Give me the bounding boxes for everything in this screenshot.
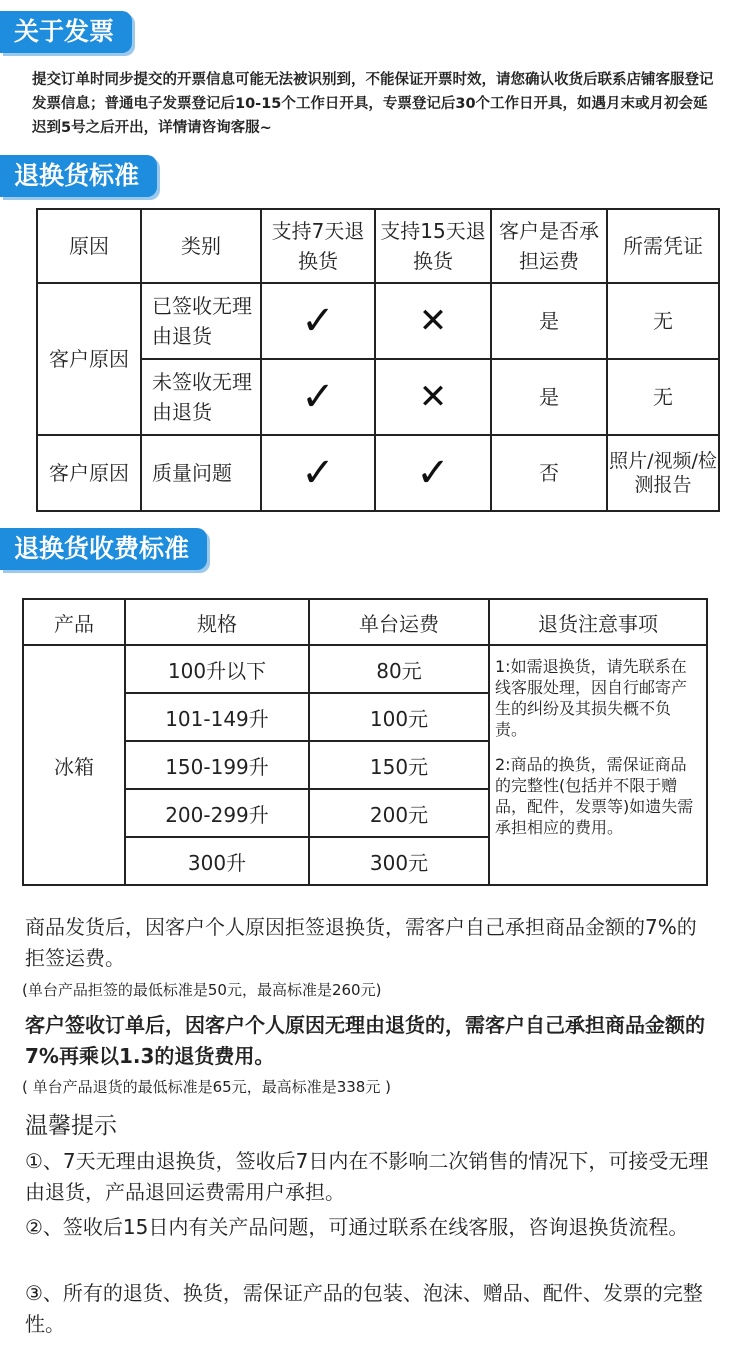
header-category: 类别 (141, 209, 261, 283)
spec-cell: 100升以下 (125, 645, 309, 693)
category-cell: 已签收无理由退货 (141, 283, 261, 359)
note-item: 1:如需退换货，请先联系在线客服处理，因自行邮寄产生的纠纷及其损失概不负责。 (495, 657, 688, 739)
check-icon: ✓ (416, 449, 450, 496)
7day-cell (261, 435, 375, 511)
table-row (23, 645, 707, 693)
refuse-fee-note: (单台产品拒签的最低标准是50元，最高标准是260元) (22, 981, 382, 999)
freight-cell: 否 (491, 435, 607, 511)
note-item: 2:商品的换货，需保证商品的完整性(包括并不限于赠品，配件，发票等)如遗失需承担相应的费用。 (495, 755, 694, 837)
fee-cell: 100元 (309, 693, 489, 741)
check-icon: ✓ (301, 449, 335, 496)
header-15day: 支持15天退换货 (375, 209, 491, 283)
product-cell: 冰箱 (23, 645, 125, 885)
return-fee-paragraph: 客户签收订单后，因客户个人原因无理由退货的，需客户自己承担商品金额的7%再乘以1.3的退货费用。 (25, 1013, 705, 1068)
spec-cell: 200-299升 (125, 789, 309, 837)
tips-title: 温馨提示 (25, 1113, 117, 1139)
tip-item-3: ③、所有的退货、换货，需保证产品的包装、泡沫、赠品、配件、发票的完整性。 (25, 1281, 703, 1336)
section-title-invoice: 关于发票 (0, 11, 132, 53)
category-cell: 未签收无理由退货 (141, 359, 261, 435)
table-row (37, 435, 719, 511)
7day-cell (261, 283, 375, 359)
notes-cell (489, 645, 707, 885)
spec-cell: 101-149升 (125, 693, 309, 741)
tip-item-2: ②、签收后15日内有关产品问题，可通过联系在线客服，咨询退换货流程。 (25, 1215, 689, 1239)
header-proof: 所需凭证 (607, 209, 719, 283)
invoice-info-text: 提交订单时同步提交的开票信息可能无法被识别到，不能保证开票时效，请您确认收货后联系店铺客服登记发票信息；普通电子发票登记后10-15个工作日开具，专票登记后30个工作日开具，如遇月末或月初会延迟到5号之后开出，详情请咨询客服~ (32, 72, 714, 136)
cross-icon: ✕ (418, 377, 448, 417)
section-title-fee-standard: 退换货收费标准 (0, 528, 207, 570)
header-product: 产品 (23, 599, 125, 645)
fee-cell: 150元 (309, 741, 489, 789)
cross-icon: ✕ (418, 301, 448, 341)
15day-cell (375, 283, 491, 359)
tip-item-1: ①、7天无理由退换货，签收后7日内在不影响二次销售的情况下，可接受无理由退货，产品退回运费需用户承担。 (25, 1149, 709, 1204)
check-icon: ✓ (301, 373, 335, 420)
table-row (37, 283, 719, 359)
refuse-fee-paragraph: 商品发货后，因客户个人原因拒签退换货，需客户自己承担商品金额的7%的拒签运费。 (25, 915, 697, 970)
return-standard-table (36, 208, 720, 512)
proof-cell: 无 (607, 283, 719, 359)
reason-cell: 客户原因 (37, 283, 141, 435)
spec-cell: 300升 (125, 837, 309, 885)
fee-standard-table (22, 598, 708, 886)
fee-cell: 80元 (309, 645, 489, 693)
header-spec: 规格 (125, 599, 309, 645)
15day-cell (375, 359, 491, 435)
fee-cell: 200元 (309, 789, 489, 837)
section-title-return-standard: 退换货标准 (0, 155, 157, 197)
fee-cell: 300元 (309, 837, 489, 885)
header-reason: 原因 (37, 209, 141, 283)
15day-cell (375, 435, 491, 511)
spec-cell: 150-199升 (125, 741, 309, 789)
header-7day: 支持7天退换货 (261, 209, 375, 283)
7day-cell (261, 359, 375, 435)
table-header-row (37, 209, 719, 283)
return-fee-note: ( 单台产品退货的最低标准是65元，最高标准是338元 ) (22, 1078, 391, 1096)
category-cell: 质量问题 (141, 435, 261, 511)
freight-cell: 是 (491, 283, 607, 359)
proof-cell: 照片/视频/检测报告 (607, 435, 719, 511)
header-notes: 退货注意事项 (489, 599, 707, 645)
reason-cell: 客户原因 (37, 435, 141, 511)
table-header-row (23, 599, 707, 645)
header-fee: 单台运费 (309, 599, 489, 645)
check-icon: ✓ (301, 297, 335, 344)
header-freight: 客户是否承担运费 (491, 209, 607, 283)
freight-cell: 是 (491, 359, 607, 435)
proof-cell: 无 (607, 359, 719, 435)
